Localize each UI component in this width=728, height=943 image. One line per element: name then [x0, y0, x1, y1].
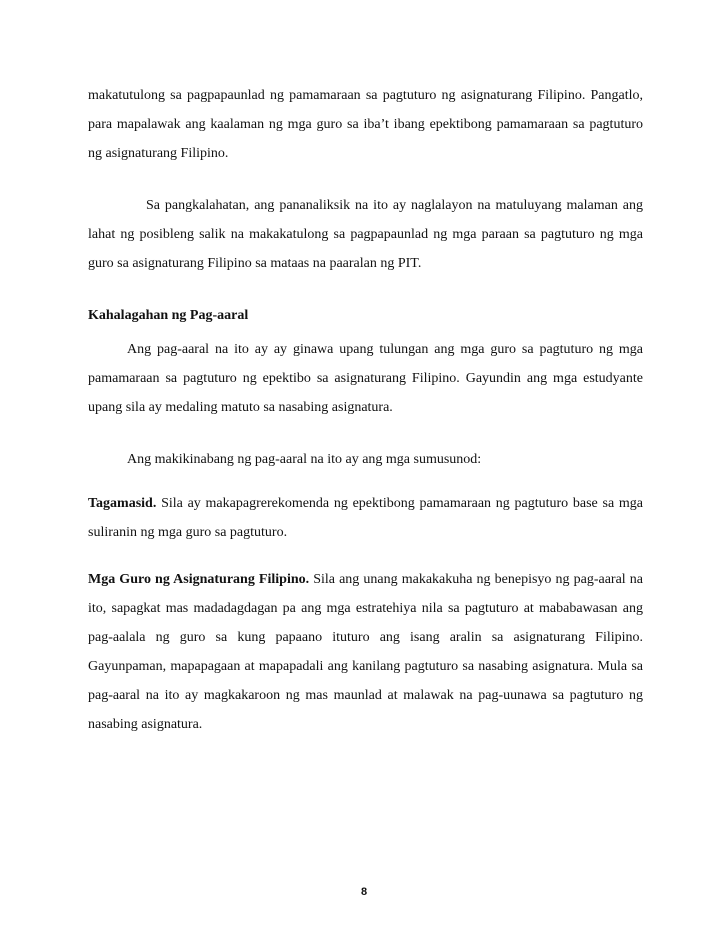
beneficiary-text-tagamasid: Sila ay makapagrerekomenda ng epektibong pamamaraan ng pagtuturo base sa mga suliranin ng mga guro sa pagtuturo. [88, 496, 643, 540]
paragraph-significance: Ang pag-aaral na ito ay ay ginawa upang tulungan ang mga guro sa pagtuturo ng mga pamamaraan sa pagtuturo ng epektibo sa asignaturang Filipino. Gayundin ang mga estudyante upang sila ay medaling matuto sa nasabing asignatura. [88, 342, 643, 415]
beneficiary-label-tagamasid: Tagamasid. [88, 496, 157, 511]
paragraph-tagamasid [88, 489, 643, 547]
paragraph-mga-guro [88, 565, 643, 739]
paragraph-beneficiaries-intro: Ang makikinabang ng pag-aaral na ito ay ang mga sumusunod: [127, 452, 482, 467]
beneficiary-text-guro: Sila ang unang makakakuha ng benepisyo ng pag-aaral na ito, sapagkat mas madadagdagan pa ang mga estratehiya nila sa pagtuturo at mababawasan ang pag-aalala ng guro sa kung papaano ituturo ang isang aralin sa asignaturang Filipino. Gayunpaman, mapapagaan at mapapadali ang kanilang pagtuturo sa nasabing asignatura. Mula sa pag-aaral na ito ay magkakaroon ng mas maunlad at malawak na pag-uunawa sa pagtuturo ng nasabing asignatura. [88, 572, 643, 732]
section-heading: Kahalagahan ng Pag-aaral [88, 308, 249, 323]
page-number: 8 [360, 886, 368, 898]
paragraph-intro-continuation: makatutulong sa pagpapaunlad ng pamamaraan sa pagtuturo ng asignaturang Filipino. Pangatlo, para mapalawak ang kaalaman ng mga guro sa iba’t ibang epektibong pamamaraan sa pagtuturo ng asignaturang Filipino. [88, 88, 643, 161]
beneficiary-label-guro: Mga Guro ng Asignaturang Filipino. [88, 572, 310, 587]
paragraph-summary: Sa pangkalahatan, ang pananaliksik na ito ay naglalayon na matuluyang malaman ang lahat ng posibleng salik na makakatulong sa pagpapaunlad ng mga paraan sa pagtuturo ng mga guro sa asignaturang Filipino sa mataas na paaralan ng PIT. [88, 198, 643, 271]
